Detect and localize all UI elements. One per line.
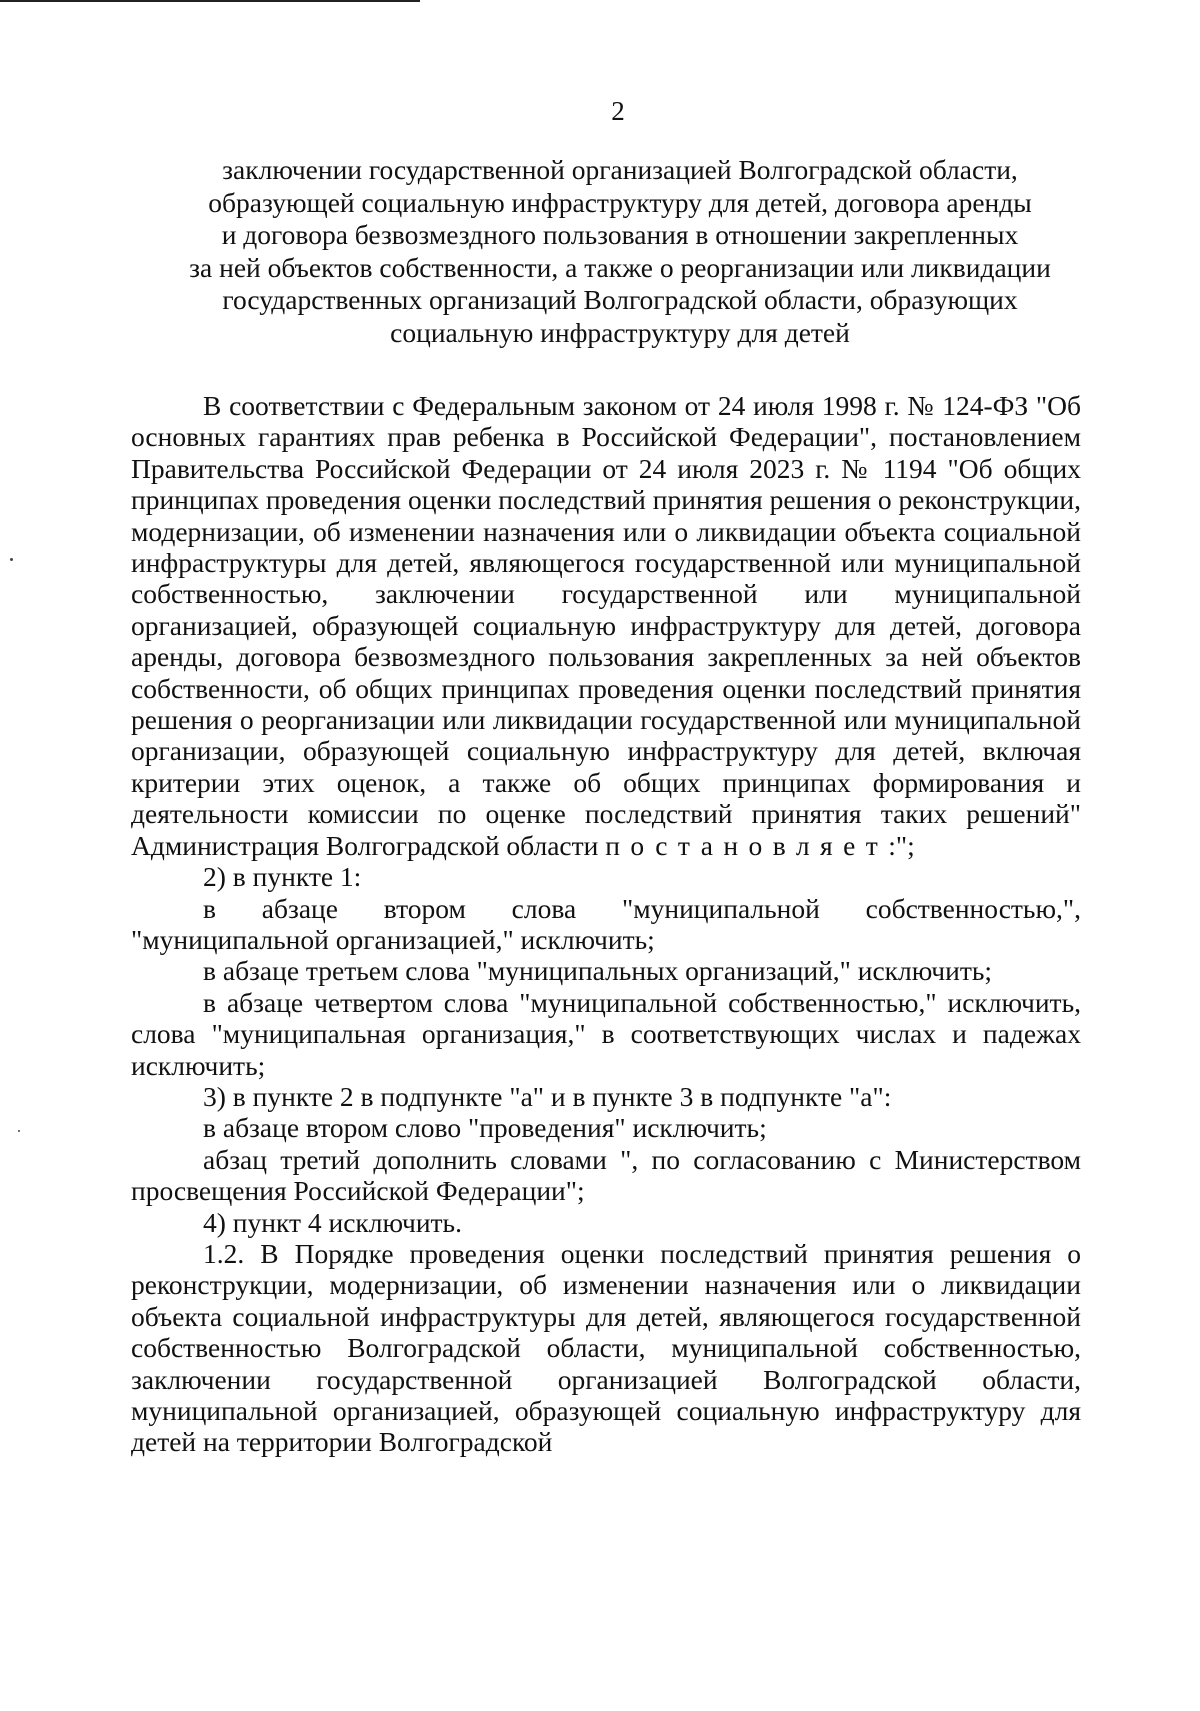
item-2-title: 2) в пункте 1: xyxy=(203,861,362,893)
item-2-c: в абзаце четвертом слова "муниципальной собственностью," исключить, слова "муниципальная организация," в соответствующих числах и падежах исключить; xyxy=(131,986,1081,1081)
title-line: социальную инфраструктуру для детей xyxy=(390,316,850,348)
title-line: заключении государственной организацией Волгоградской области, xyxy=(222,154,1018,185)
preamble-end: :"; xyxy=(888,829,915,861)
preamble-text: В соответствии с Федеральным законом от 24 июля 1998 г. № 124-ФЗ "Об основных гарантиях прав ребенка в Российской Федерации", постановлением Правительства Российской Федерации от 24 июля 2023 г. № 1194 "Об общих принципах проведения оценки последствий принятия решения о реконструкции, модернизации, об изменении назначения или о ликвидации объекта социальной инфраструктуры для детей, являющегося государственной или муниципальной собственностью, заключении государственной или муниципальной организацией, образующей социальную инфраструктуру для детей, договора аренды, договора безвозмездного пользования закрепленных за ней объектов собственности, об общих принципах проведения оценки последствий принятия решения о реорганизации или ликвидации государственной или муниципальной организации, образующей социальную инфраструктуру для детей, включая критерии этих оценок, а также об общих принципах формирования и деятельности комиссии по оценке последствий принятия таких решений" Администрация Волгоградской области xyxy=(131,390,1081,861)
item-3-title: 3) в пункте 2 в подпункте "а" и в пункте 3 в подпункте "а": xyxy=(203,1080,892,1112)
title-line: за ней объектов собственности, а также о реорганизации или ликвидации xyxy=(189,251,1051,283)
scan-speck xyxy=(18,1130,20,1132)
section-1-2: 1.2. В Порядке проведения оценки последствий принятия решения о реконструкции, модернизации, об изменении назначения или о ликвидации объекта социальной инфраструктуры для детей, являющегося государственной собственностью Волгоградской области, муниципальной собственностью, заключении государственной организацией Волгоградской области, муниципальной организацией, образующей социальную инфраструктуру для детей на территории Волгоградской xyxy=(131,1237,1081,1458)
page-number: 2 xyxy=(611,96,625,126)
scan-top-rule xyxy=(0,0,420,2)
item-2-a: в абзаце втором слова "муниципальной собственностью,", "муниципальной организацией," исключить; xyxy=(131,892,1081,955)
document-title xyxy=(130,154,1110,350)
decree-word: постановляет xyxy=(605,829,889,861)
preamble-paragraph xyxy=(131,390,1081,861)
item-2-b: в абзаце третьем слова "муниципальных организаций," исключить; xyxy=(203,955,993,987)
item-3-a: в абзаце втором слово "проведения" исключить; xyxy=(203,1112,767,1144)
title-line: и договора безвозмездного пользования в отношении закрепленных xyxy=(221,219,1019,251)
item-4: 4) пункт 4 исключить. xyxy=(203,1206,462,1238)
title-line: государственных организаций Волгоградской области, образующих xyxy=(222,284,1018,316)
item-3-b: абзац третий дополнить словами ", по согласованию с Министерством просвещения Российской Федерации"; xyxy=(131,1143,1081,1207)
document-body xyxy=(131,390,1081,1458)
scan-speck xyxy=(10,558,13,561)
title-line: образующей социальную инфраструктуру для детей, договора аренды xyxy=(208,186,1032,218)
